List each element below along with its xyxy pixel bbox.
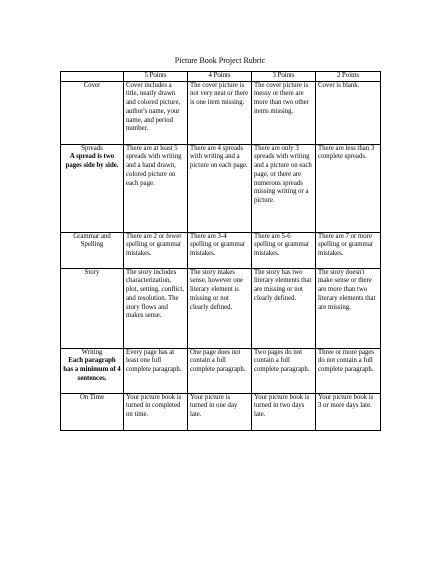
- rubric-cell-5-points: Every page has at least one full complete paragraph.: [124, 348, 188, 393]
- rubric-cell-5-points: There are 2 or fewer spelling or grammar mistakes.: [124, 232, 188, 268]
- rubric-row-on-time: [61, 393, 381, 430]
- page-title: Picture Book Project Rubric: [174, 56, 266, 65]
- rubric-row-grammar: [61, 232, 381, 268]
- rubric-cell-3-points: The cover picture is messy or there are more than two other items missing.: [252, 81, 316, 144]
- header-row: [61, 72, 381, 82]
- rubric-cell-2-points: Three or more pages do not contain a full complete paragraph.: [316, 348, 381, 393]
- criterion-cell: [61, 268, 124, 348]
- rubric-cell-4-points: The cover picture is not very neat or there is one item missing.: [188, 81, 252, 144]
- criterion-cell: [61, 393, 124, 430]
- rubric-cell-3-points: There are 5-6 spelling or grammar mistakes.: [252, 232, 316, 268]
- rubric-cell-5-points: There are at least 5 spreads with writing and a hand drawn, colored picture on each page.: [124, 144, 188, 232]
- rubric-cell-5-points: Your picture book is turned in completed on time.: [124, 393, 188, 430]
- criterion-title: Cover: [83, 81, 101, 89]
- rubric-cell-4-points: There are 3-4 spelling or grammar mistakes.: [188, 232, 252, 268]
- rubric-row-story: [61, 268, 381, 348]
- rubric-cell-4-points: One page does not contain a full complete paragraph.: [188, 348, 252, 393]
- rubric-cell-2-points: There are less than 3 complete spreads.: [316, 144, 381, 232]
- header-5-points: 5 Points: [124, 72, 188, 82]
- rubric-row-writing: [61, 348, 381, 393]
- criterion-cell: [61, 81, 124, 144]
- rubric-cell-3-points: The story has two literary elements that are missing or not clearly defined.: [252, 268, 316, 348]
- header-corner-cell: [61, 72, 124, 82]
- header-4-points: 4 Points: [188, 72, 252, 82]
- rubric-cell-2-points: There are 7 or more spelling or grammar mistakes.: [316, 232, 381, 268]
- criterion-description: A spread is two pages side by side.: [65, 153, 119, 170]
- criterion-title: On Time: [80, 393, 104, 401]
- rubric-row-cover: [61, 81, 381, 144]
- rubric-cell-2-points: Your picture book is 3 or more days late.: [316, 393, 381, 430]
- rubric-cell-3-points: Your picture book is turned in two days late.: [252, 393, 316, 430]
- rubric-table: [60, 71, 381, 431]
- rubric-row-spreads: [61, 144, 381, 232]
- header-2-points: 2 Points: [316, 72, 381, 82]
- criterion-title: Spreads: [81, 144, 103, 152]
- rubric-cell-4-points: The story makes sense, however one literary element is missing or not clearly defined.: [188, 268, 252, 348]
- criterion-cell: [61, 348, 124, 393]
- rubric-cell-4-points: Your picture is turned in one day late.: [188, 393, 252, 430]
- criterion-title: Writing: [81, 348, 103, 356]
- rubric-cell-5-points: The story includes characterization, plot, setting, conflict, and resolution. The story flows and makes sense.: [124, 268, 188, 348]
- rubric-cell-3-points: Two pages do not contain a full complete paragraph.: [252, 348, 316, 393]
- header-3-points: 3 Points: [252, 72, 316, 82]
- rubric-cell-4-points: There are 4 spreads with writing and a picture on each page.: [188, 144, 252, 232]
- criterion-cell: [61, 232, 124, 268]
- rubric-cell-5-points: Cover includes a title, neatly drawn and colored picture, author's name, your name, and period number.: [124, 81, 188, 144]
- criterion-title: Grammar and Spelling: [73, 232, 111, 249]
- rubric-cell-2-points: Cover is blank.: [316, 81, 381, 144]
- criterion-cell: [61, 144, 124, 232]
- rubric-cell-3-points: There are only 3 spreads with writing and a picture on each page, or there are numerous spreads missing writing or a picture.: [252, 144, 316, 232]
- rubric-cell-2-points: The story doesn't make sense or there are more than two literary elements that are missing.: [316, 268, 381, 348]
- criterion-description: Each paragraph has a minimum of 4 sentences.: [63, 357, 121, 382]
- criterion-title: Story: [84, 268, 100, 276]
